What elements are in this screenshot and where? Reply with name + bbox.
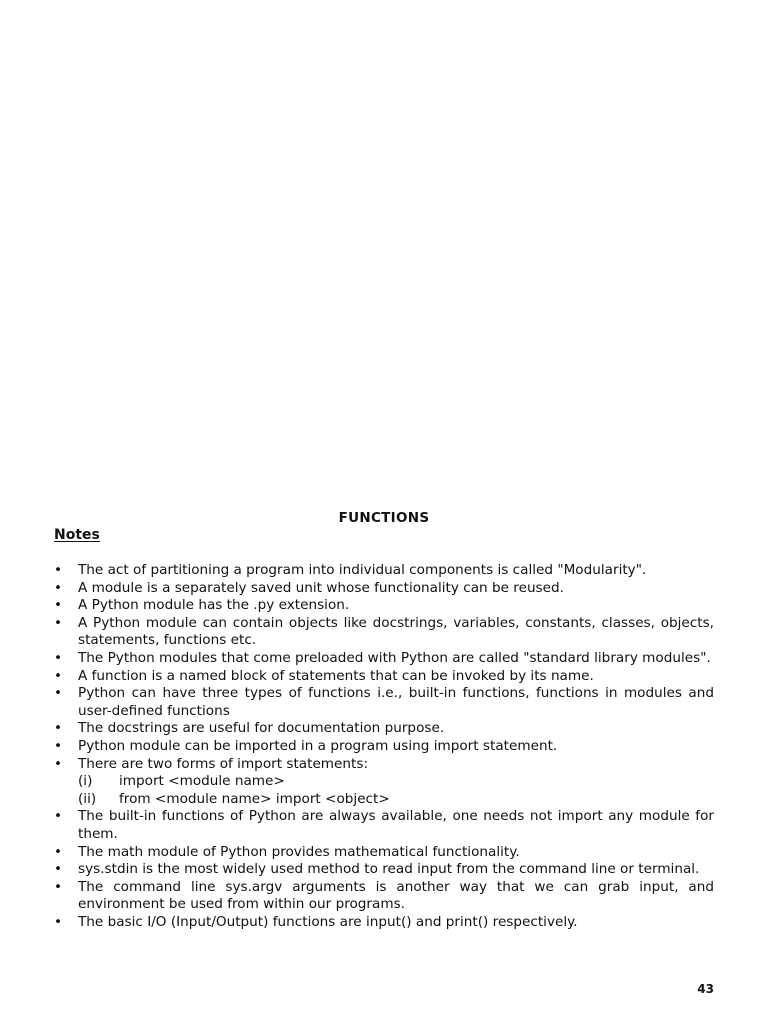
- page-number: 43: [697, 982, 714, 996]
- list-item: [54, 668, 714, 686]
- bullet-icon: •: [54, 685, 63, 702]
- list-item: [54, 861, 714, 879]
- note-text: The basic I/O (Input/Output) functions are input() and print() respectively.: [78, 913, 578, 930]
- note-text: A module is a separately saved unit whose functionality can be reused.: [78, 579, 564, 596]
- list-item: [54, 580, 714, 598]
- bullet-icon: •: [54, 667, 63, 684]
- bullet-icon: •: [54, 562, 63, 578]
- list-item: [54, 808, 714, 843]
- notes-heading: Notes: [54, 527, 100, 543]
- note-text: The math module of Python provides mathematical functionality.: [78, 843, 520, 860]
- list-item: [54, 914, 714, 932]
- bullet-icon: •: [54, 737, 63, 754]
- bullet-icon: •: [54, 614, 63, 631]
- note-text: Python can have three types of functions i.e., built-in functions, functions in modules and user-defined functions: [78, 685, 714, 719]
- import-form-text: import <module name>: [119, 773, 285, 790]
- bullet-icon: •: [54, 878, 63, 895]
- list-item: [54, 844, 714, 862]
- note-text: The act of partitioning a program into individual components is called "Modularity".: [78, 562, 647, 578]
- page-title: FUNCTIONS: [338, 510, 430, 526]
- list-item: [54, 756, 714, 809]
- note-text: A Python module can contain objects like docstrings, variables, constants, classes, objects, statements, functions etc.: [78, 614, 714, 649]
- list-item: [54, 597, 714, 615]
- import-form-text: from <module name> import <object>: [119, 790, 390, 807]
- list-item: [54, 615, 714, 650]
- note-text: There are two forms of import statements:: [78, 755, 369, 772]
- bullet-icon: •: [54, 597, 63, 614]
- note-text: The docstrings are useful for documentation purpose.: [78, 720, 445, 737]
- bullet-icon: •: [54, 913, 63, 930]
- list-item: [54, 562, 714, 580]
- bullet-icon: •: [54, 579, 63, 596]
- list-item: [54, 738, 714, 756]
- bullet-icon: •: [54, 649, 63, 666]
- list-item: [54, 720, 714, 738]
- list-item: [54, 685, 714, 720]
- bullet-icon: •: [54, 808, 63, 825]
- note-text: A Python module has the .py extension.: [78, 597, 350, 614]
- bullet-icon: •: [54, 861, 63, 878]
- import-form-number: (ii): [78, 790, 97, 807]
- note-text: Python module can be imported in a program using import statement.: [78, 737, 558, 754]
- note-text: sys.stdin is the most widely used method to read input from the command line or terminal.: [78, 861, 700, 878]
- bullet-icon: •: [54, 843, 63, 860]
- bullet-icon: •: [54, 720, 63, 737]
- note-text: The built-in functions of Python are always available, one needs not import any module for them.: [78, 808, 714, 842]
- list-item: [54, 650, 714, 668]
- note-text: The Python modules that come preloaded with Python are called "standard library modules".: [78, 649, 711, 666]
- list-item: [54, 879, 714, 914]
- import-form-number: (i): [78, 773, 93, 790]
- import-form-item: [78, 773, 714, 791]
- import-forms-list: [78, 773, 714, 808]
- notes-list: [54, 562, 714, 931]
- note-text: A function is a named block of statements that can be invoked by its name.: [78, 667, 594, 684]
- bullet-icon: •: [54, 755, 63, 772]
- note-text: The command line sys.argv arguments is another way that we can grab input, and environment be used from within our programs.: [78, 878, 714, 913]
- import-form-item: [78, 791, 714, 809]
